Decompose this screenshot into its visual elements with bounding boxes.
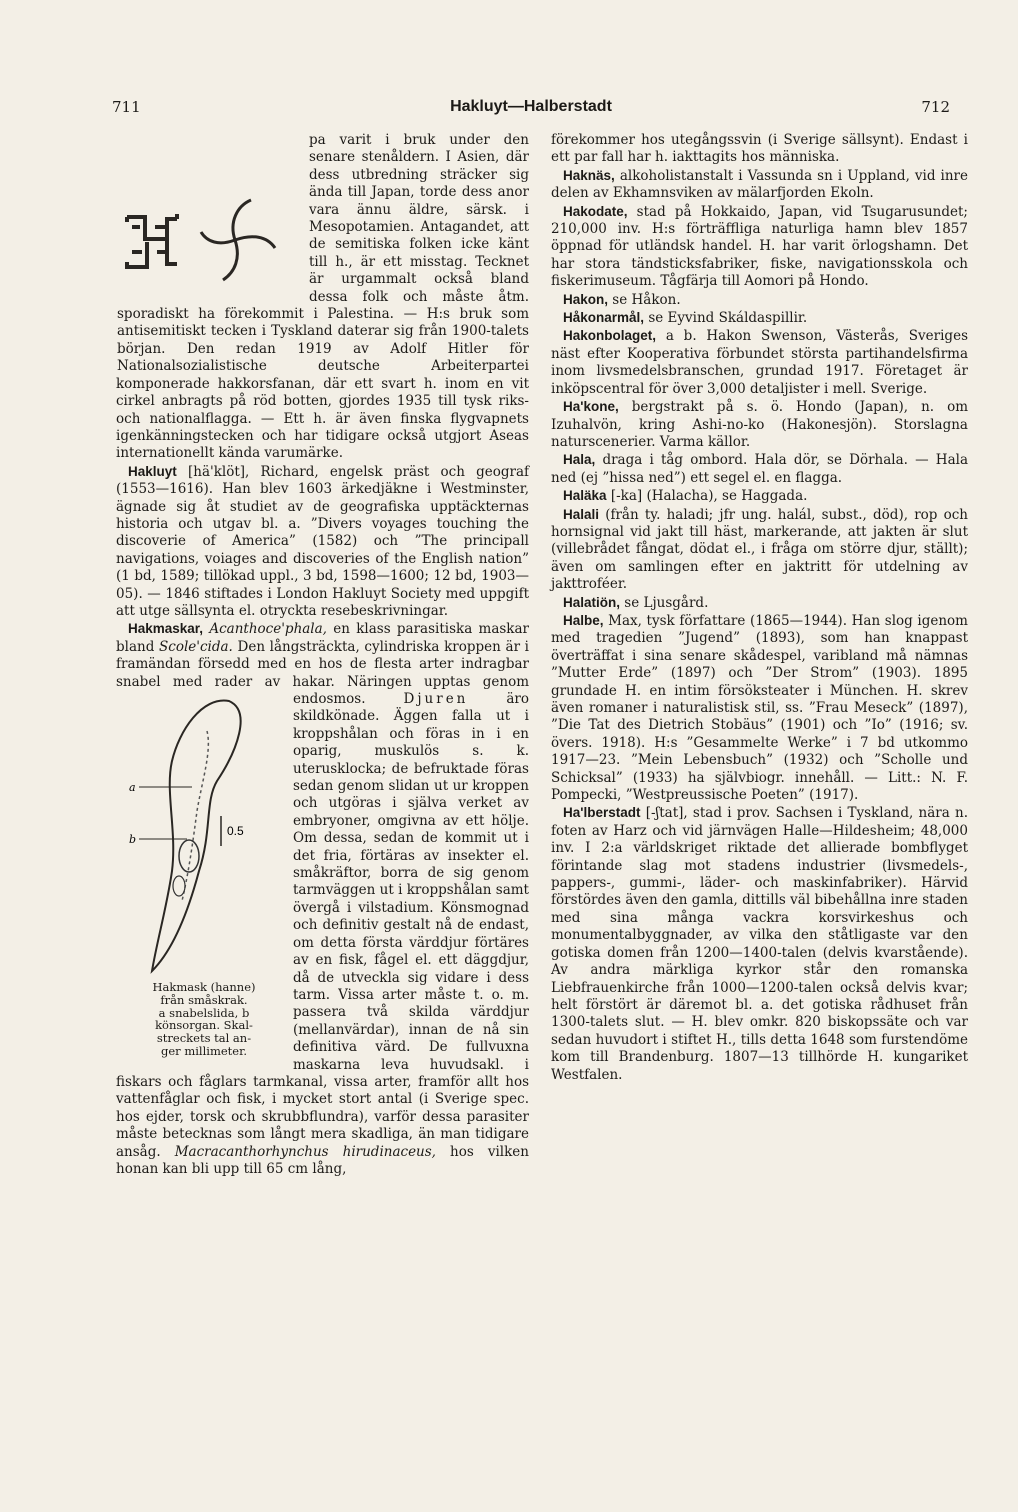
caption-line: a snabelslida, b <box>158 1005 250 1020</box>
entry <box>551 487 968 505</box>
entry <box>551 327 968 398</box>
hakmaskar-text-2: Den långsträckta, cylindriska kroppen är i framändan försedd med en hos de flesta arter indragbar snabel med rader av hakar. Näringen upptas genom endosmos. <box>116 638 529 707</box>
entry <box>551 594 968 612</box>
headword: Halali <box>563 506 600 522</box>
headword: Hakodate, <box>563 203 628 219</box>
headword-hakluyt: Hakluyt <box>128 463 177 479</box>
entry <box>551 804 968 1084</box>
entry-text: [-ʃtat], stad i prov. Sachsen i Tyskland, nära n. foten av Harz och vid järnvägen Halle—Hildesheim; 48,000 inv. I 2:a världskriget riktade det allierade bombflyget förintande slag mot stadens industrier (livsmedels-, pappers-, gummi-, läder- och maskinfabriker). Härvid förstördes även den gamla, dittills väl bibehållna inre staden med sina många vackra korsvirkeshus och monumentalbyggnader, av vilka den ståtligaste var den gotiska domen från 1200—1400-talen (delvis kvarstående). Av andra märkliga kyrkor står den romanska Liebfrauenkirche från 1000—1200-talen också delvis kvar; helt förstört är däremot bl. a. det gotiska rådhuset från 1300-talets slut. — H. blev omkr. 820 biskopssäte och var sedan huvudort i stiftet H., tills detta 1648 som furstendöme kom till Brandenburg. 1807—13 tillhörde H. kungariket Westfalen. <box>551 805 968 1083</box>
entry-text: Max, tysk författare (1865—1944). Han slog igenom med tragedien ”Jugend” (1893), som han knappast överträffat i sina senare skådespel, varibland må nämnas ”Mutter Erde” (1897) och ”Der Strom” (1903). 1895 grundade H. en intim försöksteater i München. H. skrev även romaner i naturalistisk stil, ss. ”Frau Meseck” (1897), ”Die Tat des Dietrich Stobäus” (1901) och ”Io” (1916; sv. övers. 1918). H:s ”Gesammelte Werke” i 7 bd utkommo 1917—23. ”Mein Lebensbuch” (1932) och ”Scholle und Schicksal” (1933) ha självbiogr. innehåll. — Litt.: N. F. Pompecki, ”Westpreussische Poeten” (1917). <box>551 612 968 804</box>
caption-line: Hakmask (hanne) <box>152 980 256 994</box>
entry-text: draga i tåg ombord. Hala dör, se Dörhala. — Hala ned (ej ”hissa ned”) ett segel el. en flagga. <box>551 452 968 486</box>
entry-text: bergstrakt på s. ö. Hondo (Japan), n. om Izuhalvön, kring Ashi-no-ko (Hakonesjön). Storslagna naturscenerier. Varma källor. <box>551 399 968 450</box>
headword: Halatiön, <box>563 594 621 610</box>
headword: Ha'kone, <box>563 399 619 415</box>
label-b: b <box>129 833 137 846</box>
acanthocephala-illustration <box>117 691 285 976</box>
entry-text: se Eyvind Skáldaspillir. <box>644 310 808 327</box>
headword: Halbe, <box>563 612 604 628</box>
headword: Haläka <box>563 488 607 504</box>
entry <box>551 167 968 203</box>
entry-text: (från ty. haladi; jfr ung. halál, subst., död), rop och hornsignal vid jakt till häst, markerande, att jakten är slut (villebrådet fångat, dödat el., i fråga om större djur, ställt); även om samlingen efter en jaktritt för utdelning av jakttroféer. <box>551 506 968 593</box>
headword: Hakonbolaget, <box>563 328 657 344</box>
headword: Ha'lberstadt <box>563 805 641 821</box>
caption-line: från småskrak. <box>160 992 248 1007</box>
entry-text: se Håkon. <box>608 291 681 308</box>
latin-macracanthorhynchus: Macracanthorhynchus hirudinaceus, <box>174 1143 436 1160</box>
entry-text: alkoholistanstalt i Vassunda sn i Uppland, vid inre delen av Ekhamnsviken av mälarfjorden Ekoln. <box>551 167 968 202</box>
latin-acanthocephala: Acanthoce'phala, <box>209 621 327 638</box>
entry <box>551 612 968 804</box>
page-number-right: 712 <box>921 98 950 116</box>
entry-hakluyt-text: [hä'klöt], Richard, engelsk präst och geograf (1553—1616). Han blev 1603 ärkedjäkne i Westminster, ägnade sig åt studiet av de geografiska upptäckternas historia och utgav bl. a. ”Divers voyages touching the discoverie of America” (1582) och ”The principall navigations, voiages and discoveries of the English nation” (1 bd, 1589; tillökad uppl., 3 bd, 1598—1600; 12 bd, 1903—05). — 1846 stiftades i London Hakluyt Society med uppgift att utge sällsynta el. otryckta resebeskrivningar. <box>116 463 529 619</box>
entry-text: stad på Hokkaido, Japan, vid Tsugarusundet; 210,000 inv. H:s förträffliga naturliga hamn blev 1857 öppnad för utländsk handel. H. har varit örlogshamn. Det har stora tändsticksfabriker, fiske, navigationsskola och fiskerimuseum. Tågfärja till Aomori på Hondo. <box>551 203 968 290</box>
running-title: Hakluyt—Halberstadt <box>450 98 612 115</box>
hakmaskar-text-4: hos vilken honan kan bli upp till 65 cm lång, <box>116 1143 529 1177</box>
right-column <box>551 132 968 1084</box>
headword-hakmaskar: Hakmaskar, <box>128 621 204 637</box>
page-header <box>112 98 950 122</box>
headword: Hala, <box>563 452 596 468</box>
entry-hakluyt <box>116 463 529 621</box>
entry <box>551 291 968 309</box>
entry <box>551 506 968 594</box>
caption-line: ger millimeter. <box>161 1043 247 1058</box>
hakmaskar-text-1: en klass parasitiska maskar bland <box>116 621 529 655</box>
swastika-continuation: pa varit i bruk under den senare stenåldern. I Asien, där dess utbredning sträcker sig ända till Japan, torde dess anor vara ännu äldre, särsk. i Mesopotamien. Antagandet, att de semitiska folken icke känt till h., är ett misstag. Tecknet är urgammalt också bland dessa folk och måste åtm. sporadiskt ha förekommit i Palestina. — H:s bruk som antisemitiskt tecken i Tyskland daterar sig från 1900-talets början. Den redan 1919 av Adolf Hitler för Nationalsozialistische deutsche Arbeiterpartei komponerade hakkorsfanan, där ett svart h. inom en vit cirkel anbragts på röd botten, gjordes 1935 till tysk riks- och nationalflagga. — Ett h. är även finska flygvapnets igenkänningstecken och har tidigare också utgjort Aseas internationellt kända varumärke. <box>116 132 529 462</box>
entry <box>551 451 968 487</box>
entry-continuation: förekommer hos utegångssvin (i Sverige sällsynt). Endast i ett par fall har h. iakttagits hos människa. <box>551 132 968 166</box>
caption-line: könsorgan. Skal- <box>155 1018 253 1033</box>
entry-text: a b. Hakon Swenson, Västerås, Sveriges näst efter Kooperativa förbundet största partihandelsfirma inom livsmedelsbranschen, grundad 1917. Företaget är inköpscentral för över 3,000 detaljister i mell. Sverige. <box>551 328 968 397</box>
entry <box>551 398 968 451</box>
headword: Hakon, <box>563 291 609 307</box>
curved-swastika-icon <box>201 200 275 280</box>
worm-figure <box>117 691 285 1066</box>
headword: Haknäs, <box>563 167 615 183</box>
entry <box>551 203 968 291</box>
entry-text: [-ka] (Halacha), se Haggada. <box>606 488 808 505</box>
swastika-figures <box>117 192 299 292</box>
left-column <box>116 132 529 1178</box>
headword: Håkonarmål, <box>563 310 645 326</box>
latin-scolecida: Scole'cida. <box>159 638 233 655</box>
entry-text: se Ljusgård. <box>620 594 709 611</box>
square-swastika-icon <box>127 214 177 267</box>
label-a: a <box>129 781 136 794</box>
swastika-illustration <box>117 192 299 292</box>
figure-caption <box>117 981 279 1058</box>
scale-value: 0.5 <box>227 824 244 838</box>
spaced-djuren: Djuren <box>403 691 469 707</box>
entry <box>551 309 968 327</box>
hakmaskar-text-3: äro skildkönade. Äggen falla ut i kroppshålan och föras in i en oparig, muskulös s. k. uterusklocka; de befruktade föras sedan genom slidan ut ur kroppen och utgöras i själva verket av embryoner, omgivna av ett hölje. Om dessa, sedan de kommit ut i det fria, förtäras av insekter el. småkräftor, borra de sig genom tarmväggen ut i kroppshålan samt övergå i vilstadium. Könsmognad och definitiv gestalt nå de endast, om detta första värddjur förtäres av en fisk, fågel el. ett däggdjur, då de utveckla sig vidare i dess tarm. Vissa arter måste t. o. m. passera två skilda värddjur (mellanvärdar), innan de nå sin definitiva värd. De fullvuxna maskarna leva huvudsakl. i fiskars och fåglars tarmkanal, vissa arter, framför allt hos vattenfåglar och fisk, i mycket stort antal (i Sverige spec. hos ejder, torsk och skrubbflundra), varför dessa parasiter måste betecknas som långt mera skadliga, än man tidigare ansåg. <box>116 691 529 1160</box>
page-number-left: 711 <box>112 98 141 116</box>
caption-line: streckets tal an- <box>156 1031 252 1046</box>
entry-hakmaskar <box>116 620 529 1178</box>
